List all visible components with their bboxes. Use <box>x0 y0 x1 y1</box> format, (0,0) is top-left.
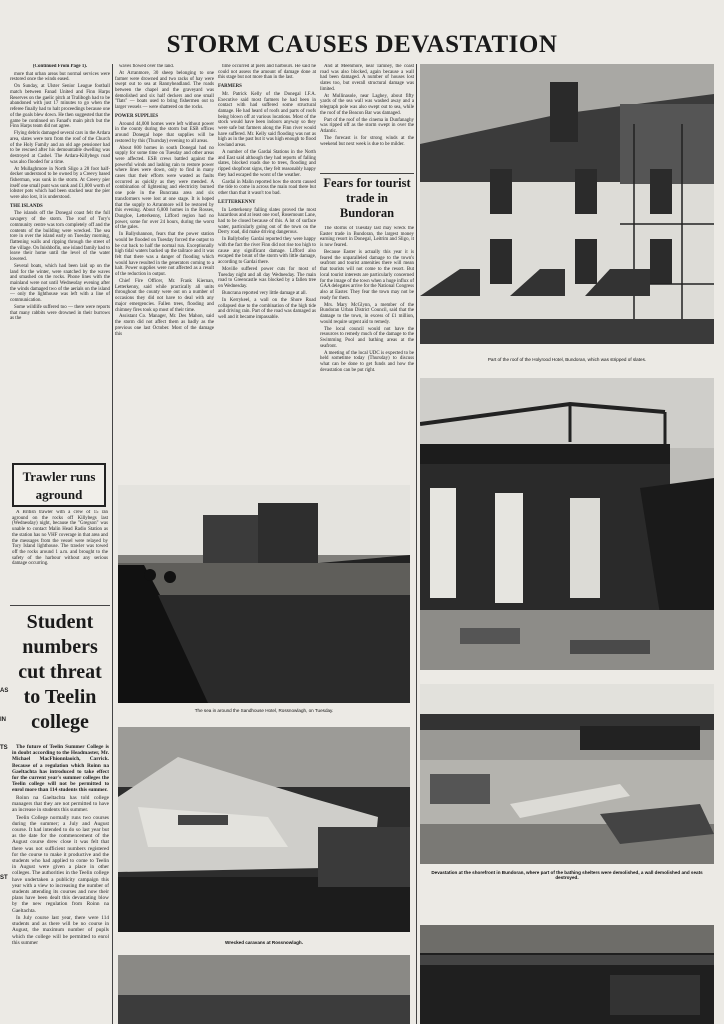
subheading: FARMERS <box>218 84 242 90</box>
shelter-photo-graphic <box>420 378 714 670</box>
paragraph: A British trawler with a crew of 15 ran aground on the rocks off Killybegs last (Wednesday) night, because the "Gregson" was unable to contact Malin Head Radio Station as the station has no VHF coverage in that area and the messages from the vessel were relayed by Tory Island lighthouse. The trawler was towed off the rocks around 1 a.m. and brought to the safety of the harbour without any serious damage occurring. <box>12 510 108 567</box>
paragraph: Chief Fire Officer, Mr. Frank Kiernan, Letterkenny, said while practically all units throughout the county were out on a number of occasions they did not have to deal with any major emergencies. Fallen trees, flooding and chimney fires took up most of their time. <box>115 279 214 313</box>
column-rule <box>416 64 417 1024</box>
edge-mark: TS <box>0 745 8 751</box>
paragraph: At Mullinasole, near Laghey, about fifty yards of the sea wall was washed away and a telegraph pole was also swept out to sea, while the roof of the Beacon Bar was damaged. <box>320 93 414 116</box>
fears-story <box>320 226 414 472</box>
student-story <box>12 744 109 1022</box>
trawler-story <box>12 510 108 602</box>
hotel-photo-graphic <box>420 64 714 344</box>
paragraph: Buncrana reported very little damage at all. <box>222 290 307 296</box>
photo-shorefront <box>420 684 714 864</box>
edge-mark: AS <box>0 688 9 694</box>
paragraph: Moville suffered power cuts for most of Tuesday night and all day Wednesday. The main road to Greencastle was blocked by a fallen tree on Wednesday. <box>218 266 316 290</box>
shorefront-photo-graphic <box>420 684 714 864</box>
paragraph: Mr. Patrick Kelly of the Donegal I.F.A. Executive said most farmers he had been in contact with had suffered some structural damage. He had heard of roofs and parts of roofs being blown off at various locations. Most of the stock would have been indoors anyway so they were safe but farmers along the Finn river would have suffered. Mr. Kelly said flooding was not as high as in the past but it was high enough to flood lowland areas. <box>218 91 316 149</box>
paragraph: A number of the Gardai Stations in the North and East said although they had reports of falling slates, blocked roads due to trees, flooding and ripped shopfront signs, they felt reasonably happy they had escaped the worst of the weather. <box>218 150 316 178</box>
paragraph: Around 44,000 homes were left without power in the county during the storm but ESB offices around Donegal hope that supplies will be restored by this (Thursday) evening to all areas. <box>115 121 214 144</box>
paragraph: Some wildlife suffered too — there were reports that many rabbits were drowned in their burrows as the <box>10 305 110 322</box>
student-headline: Student numbers cut threat to Teelin college <box>18 611 102 733</box>
bottom-right-photo-graphic <box>420 925 714 1024</box>
column-4-top <box>320 64 414 172</box>
column-1 <box>10 64 110 466</box>
column-3 <box>218 64 316 484</box>
sandhouse-photo-graphic <box>118 485 410 703</box>
paragraph: In Ballybofey Gardai reported they were happy with the fact the river Finn did not rise too high to cause any significant damage. Lifford also escaped the brunt of the storm with little damage, according to Gardai there. <box>218 237 316 266</box>
photo-wrecked-caravans <box>118 727 410 932</box>
paragraph: Part of the roof of the cinema in Dunfanaghy was ripped off as the storm swept in over the Atlantic. <box>320 117 414 135</box>
continued-note: (Continued From Page 1). <box>32 64 88 69</box>
caption-caravans: Wrecked caravans at Rossnowlagh. <box>224 940 304 945</box>
paragraph: The storms of Tuesday last may wreck the Easter trade in Bundoran, the largest money earning resort in Donegal, Leitrim and Sligo, it is now feared. <box>320 226 414 249</box>
photo-holyrood-hotel <box>420 64 714 344</box>
paragraph: time occurred at piers and harbours. He said he could not assess the amount of damage done at this stage but not more than in the last. <box>218 64 316 81</box>
column-rule <box>112 64 113 1024</box>
subheading: LETTERKENNY <box>218 199 256 205</box>
paragraph: About 800 homes in south Donegal had no supply for some time on Tuesday and other areas were affected. ESB crews battled against the powerful winds and lashing rain to restore power where lines were down, only to find in many cases that their efforts were wasted as faults occurred as quickly as they were mended. A combination of lightening and electricity burned one pole in the Buncrana area and six transformers were lost at one stage. It is hoped that the supply to Arranmore will be restored by this evening. About 6,000 homes in the Rosses, Dungloe, Letterkenny, Lifford region had no power, some for over 24 hours, during the worst of the gales. <box>115 145 214 231</box>
photo-bottom-left <box>118 955 410 1024</box>
bottom-left-photo-graphic <box>118 955 410 1024</box>
page-headline: STORM CAUSES DEVASTATION <box>166 31 558 58</box>
caption-sandhouse: The sea in around the Sandhouse Hotel, Rossnowlagh, on Tuesday. <box>194 708 334 713</box>
paragraph: more that urban areas but normal services were restored once the winds eased. <box>10 71 110 83</box>
paragraph: At Mullaghmore in North Sligo a 28 foot half-decker understood to be owned by a Creevy based fisherman, was sunk in the storm. At Creevy pier itself one small punt was sunk and £1,000 worth of lobster pots which had been stacked near the pier were also lost, it is understood. <box>10 166 110 201</box>
paragraph: In July course last year, there were 114 students and as there will be no course in August, the maximum number of pupils which the college will be permitted to enrol this summer <box>12 915 109 946</box>
trawler-headline: Trawler runs aground <box>12 463 106 507</box>
fears-headline: Fears for tourist trade in Bundoran <box>323 176 411 220</box>
paragraph: Teelin College normally runs two courses during the summer; a July and August course. It had intended to do so last year but as the date for the commencement of the August course drew close it was felt that there was not sufficient numbers registered for the course to make it productive and the students who had applied to come to Teelin in August were given a place in other colleges. The authorities in the Teelin college have undertaken a publicity campaign this year with a view to increasing the number of students attending its courses and now their plans have been dealt this devastating blow by the new regulation from Roinn na Gaeltachta. <box>12 814 109 914</box>
divider <box>10 605 110 606</box>
paragraph: Flying debris damaged several cars in the Ardara area, slates were torn from the roof of the Church of the Holy Family and an old age pensioner had to be rescued after his demountable dwelling was destroyed at Cashel. The Ardara-Killybegs road was also flooded for a time. <box>10 131 110 165</box>
caption-shorefront: Devastation at the shorefront in Bundoran, where part of the bathing shelters were demolished, a wall demolished and seats destroyed. <box>431 870 703 880</box>
paragraph: The local council would not have the resources to remedy much of the damage to the Swimming Pool and bathing areas at the seafront. <box>320 326 414 349</box>
lead-paragraph: The future of Teelin Summer College is in doubt according to the Headmaster, Mr. Michael MacFhionnlaoich, Carrick. Because of a regulation which Roinn na Gaeltachta has introduced to take effect for the current year's summer colleges the Teelin college will not be permitted to enrol more than 114 students this summer. <box>12 744 109 794</box>
paragraph: In Letterkenny falling slates proved the most hazardous and at least one roof, Rosemount Lane, had to be closed because of this. A lot of surface water, particularly going out of the town on the Derry road, did make driving dangerous. <box>218 207 316 236</box>
paragraph: Roinn na Gaeltachta has told college managers that they are not permitted to have an increase in students this summer. <box>12 794 109 814</box>
paragraph: The islands off the Donegal coast felt the full savagery of the storm. The roof of Tory's community centre was torn completely off and the contents of the building were wrecked. The sea tore in over the island early on Tuesday morning, flattening walls and ripping through the street of the village. On Inishbofin, one island family had to leave their home until the level of the water lowered. <box>10 211 110 263</box>
paragraph: In Kerrykeel, a wall on the Shore Road collapsed due to the combination of the high tide and driving rain. Part of the road was damaged as well and it became impassable. <box>218 297 316 320</box>
paragraph: A meeting of the local UDC is expected to be held sometime today (Thursday) to discuss what can be done to get funds and how the devastation can be put right. <box>320 350 414 373</box>
edge-mark: IN <box>0 717 6 723</box>
paragraph: At Arranmore, 30 sheep belonging to one farmer were drowned and two racks of hay were swept out to sea at Rannyheadland. The roads between the chapel and the graveyard was demolished and six half deckers and one small "flats" — boats used to bring fishermen out to larger vessels — were shattered on the rocks. <box>115 70 214 111</box>
paragraph: waves flowed over the land. <box>119 64 175 69</box>
paragraph: Gardai in Malin reported how the storm caused the tide to come in across the main road there but other than that it wasn't too bad. <box>218 179 316 197</box>
paragraph: And at Meenmore, near Tamney, the coast road was also blocked, again because a wall had been damaged. A number of houses lost slates too, but overall structural damage was limited. <box>320 64 414 92</box>
paragraph: Several boats, which had been laid up on the land for the winter, were snatched by the waves and smashed on the rocks. Phone lines with the mainland were not until Wednesday evening after the winds damaged two of the aerials on the island — only the lighthouse was left with a line of communication. <box>10 263 110 304</box>
caption-holyrood: Part of the roof of the Holyrood Hotel, Bundoran, which was stripped of slates. <box>487 357 647 362</box>
paragraph: Mrs. Mary McGlynn, a member of the Bundoran Urban District Council, said that the damage to the town, in excess of £1 million, would require urgent aid to remedy. <box>320 302 414 325</box>
caravans-photo-graphic <box>118 727 410 932</box>
subheading: THE ISLANDS <box>10 203 43 209</box>
divider <box>320 173 414 174</box>
paragraph: In Ballyshannon, fears that the power station would be flooded on Tuesday forced the output to be cut back to half the normal run. Exceptionally high tidal waters backed up the tailrace and it was felt that there was a danger of flooding which would have resulted in the generators coming to a halt. Power supplies were not affected as a result of the reduction in output. <box>115 232 214 278</box>
column-2 <box>115 64 214 484</box>
photo-bathing-shelter <box>420 378 714 670</box>
photo-bottom-right <box>420 925 714 1024</box>
paragraph: The forecast is for strong winds at the weekend but next week is due to be milder. <box>320 136 414 147</box>
paragraph: On Sunday, at Ulster Senior League football match between Fanad United and Finn Harps Reserves on the gaelic pitch at Tralibogh had to be abandoned with just 17 minutes to go when the referee finally had to halt proceedings because one of the goals blew down. He then suggested that the game be continued on Fanad's main pitch but the Finn Harps team did not agree. <box>10 84 110 130</box>
paragraph: Because Easter is actually this year it is feared the unparalleled damage to the town's seafront and tourist amenities there will mean that tourists will not come to the resort. But local tourist interests are particularly concerned for the image of the town when a huge influx of GAA delegates arrive for the National Congress also at Easter. They fear the town may not be ready for them. <box>320 250 414 301</box>
paragraph: Assistant Co. Manager, Mr. Des Mahon, said the storm did not affect them as badly as the previous one last October. Most of the damage this <box>115 314 214 337</box>
subheading: POWER SUPPLIES <box>115 113 159 119</box>
photo-sandhouse-hotel <box>118 485 410 703</box>
edge-mark: ST <box>0 875 8 881</box>
